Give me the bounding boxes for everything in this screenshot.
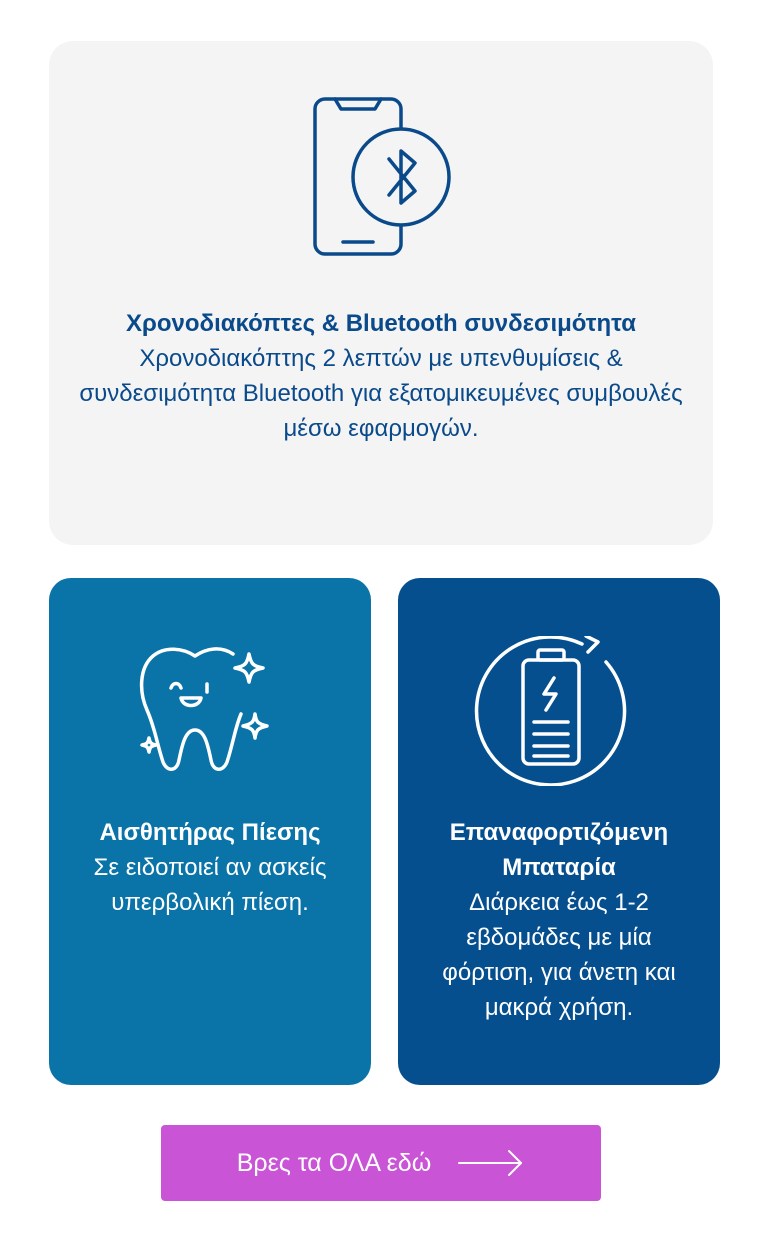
feature-title: Χρονοδιακόπτες & Bluetooth συνδεσιμότητα — [126, 310, 636, 337]
phone-bluetooth-icon — [311, 97, 451, 257]
feature-description: Σε ειδοποιεί αν ασκείς υπερβολική πίεση. — [93, 854, 327, 916]
feature-card-timer-bluetooth — [49, 41, 713, 545]
feature-description: Χρονοδιακόπτης 2 λεπτών με υπενθυμίσεις & συνδεσιμότητα Bluetooth για εξατομικευμένες συμβουλές μέσω εφαρμογών. — [79, 345, 683, 442]
feature-title: Επαναφορτιζόμενη Μπαταρία — [449, 819, 669, 881]
smiling-tooth-icon — [125, 636, 295, 786]
feature-description: Διάρκεια έως 1-2 εβδομάδες με μία φόρτιση, για άνετη και μακρά χρήση. — [442, 889, 676, 1021]
feature-card-rechargeable-battery — [398, 578, 720, 1085]
feature-title: Αισθητήρας Πίεσης — [99, 819, 321, 846]
recharge-battery-icon — [474, 636, 644, 786]
find-all-button[interactable] — [161, 1125, 601, 1201]
arrow-right-icon — [457, 1149, 525, 1177]
feature-card-pressure-sensor — [49, 578, 371, 1085]
find-all-button-label: Βρες τα ΟΛΑ εδώ — [236, 1148, 432, 1177]
